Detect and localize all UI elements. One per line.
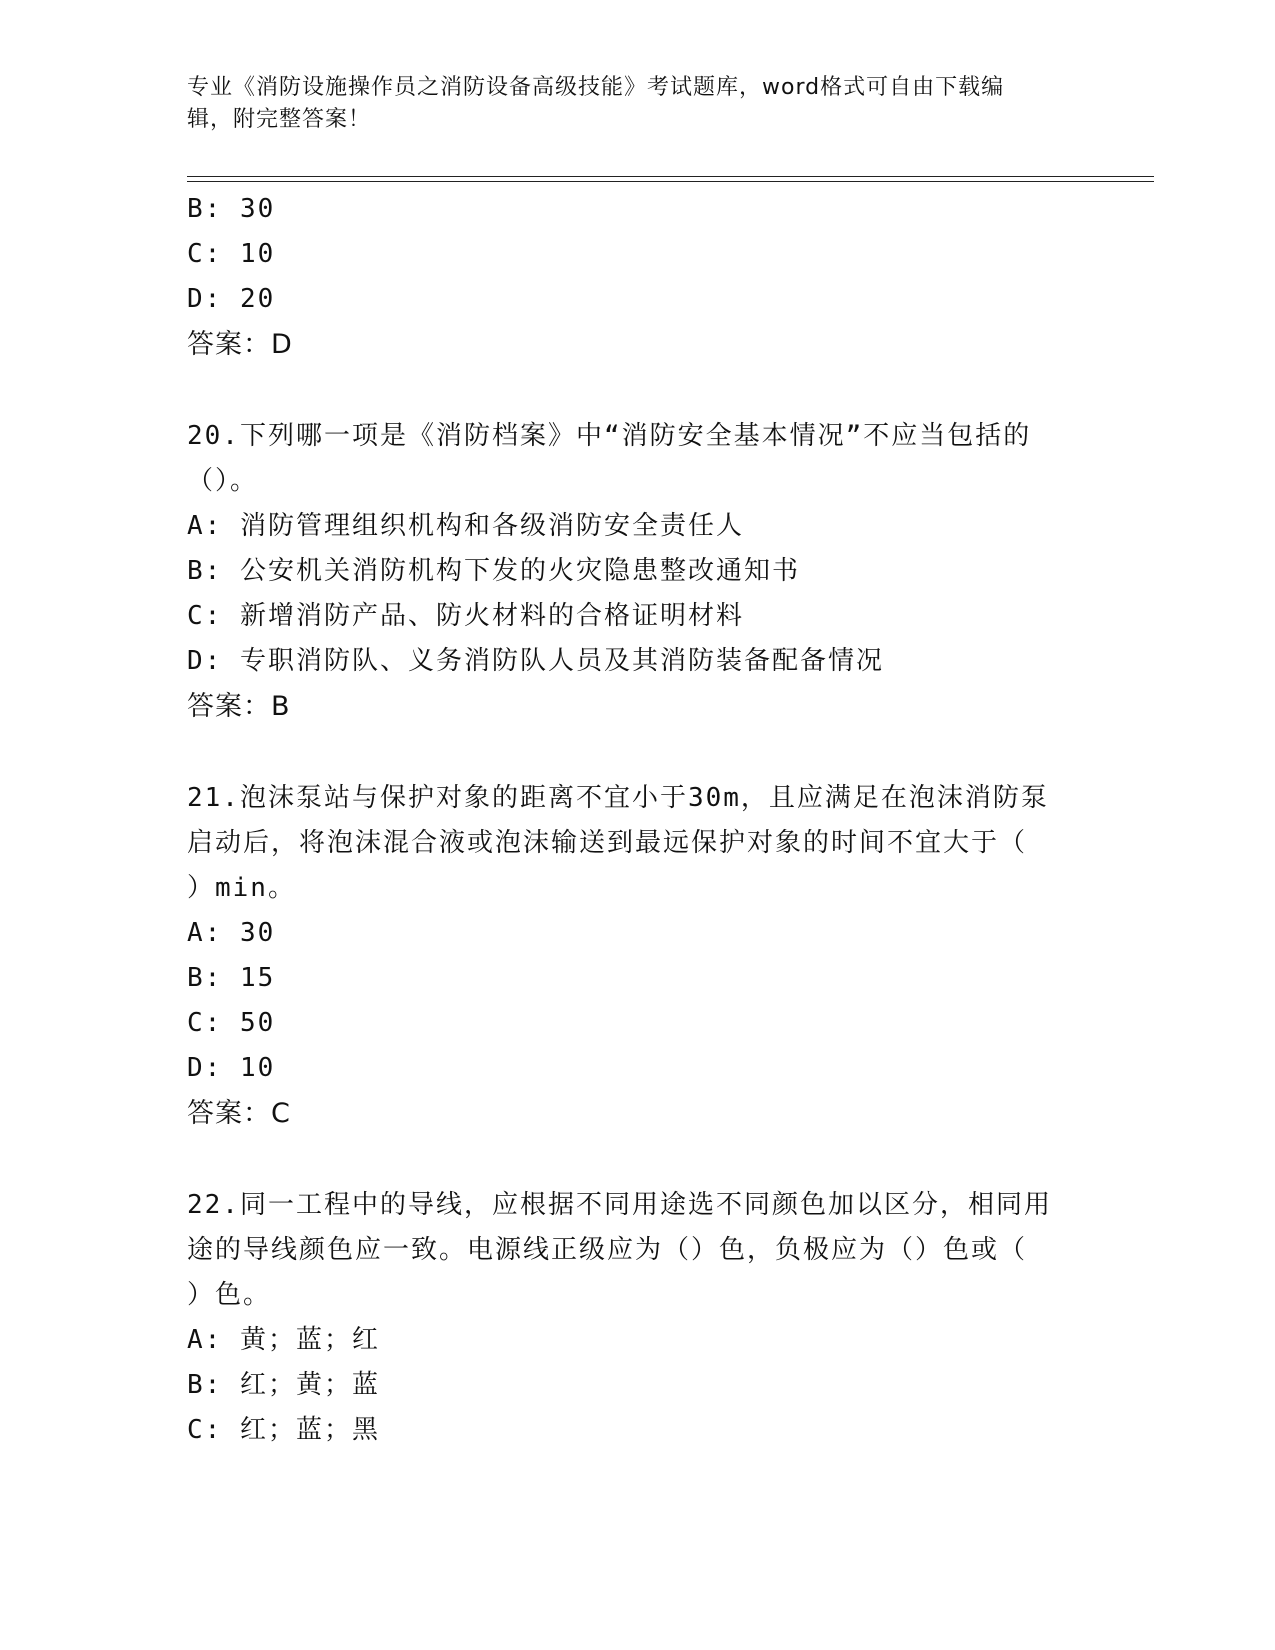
question-stem-line: （）。 [187,466,259,496]
option: A: 30 [187,918,276,948]
option: C: 红；蓝；黑 [187,1415,380,1445]
option: A: 消防管理组织机构和各级消防安全责任人 [187,511,744,541]
header-rule-bottom [187,181,1154,182]
document-header [187,72,1067,136]
spacer [187,1137,1067,1183]
option: B: 30 [187,194,276,224]
option: B: 红；黄；蓝 [187,1370,380,1400]
question-stem-line: ）色。 [187,1280,272,1310]
header-rule-top [187,176,1154,177]
answer-line: 答案：B [187,691,291,722]
header-line-2: 辑，附完整答案！ [187,107,372,132]
question-stem-line: 21.泡沫泵站与保护对象的距离不宜小于30m，且应满足在泡沫消防泵 [187,783,1049,813]
document-body [187,187,1067,1453]
option: C: 50 [187,1008,276,1038]
prev-question [187,187,1067,368]
question-stem-line: 启动后，将泡沫混合液或泡沫输送到最远保护对象的时间不宜大于（ [187,828,1028,858]
answer-line: 答案：C [187,1098,291,1129]
question-21 [187,776,1067,1137]
option: B: 公安机关消防机构下发的火灾隐患整改通知书 [187,556,800,586]
option: D: 20 [187,284,276,314]
spacer [187,730,1067,776]
header-line-1: 专业《消防设施操作员之消防设备高级技能》考试题库，word格式可自由下载编 [187,75,1005,100]
spacer [187,368,1067,414]
option: A: 黄；蓝；红 [187,1325,380,1355]
question-stem-line: 22.同一工程中的导线，应根据不同用途选不同颜色加以区分，相同用 [187,1190,1052,1220]
question-stem-line: ）min。 [187,873,296,903]
option: C: 新增消防产品、防火材料的合格证明材料 [187,601,744,631]
option: D: 10 [187,1053,276,1083]
option: C: 10 [187,239,276,269]
question-22 [187,1183,1067,1453]
answer-line: 答案：D [187,329,293,360]
question-stem-line: 途的导线颜色应一致。电源线正级应为（）色，负极应为（）色或（ [187,1235,1028,1265]
question-stem-line: 20.下列哪一项是《消防档案》中“消防安全基本情况”不应当包括的 [187,421,1032,451]
option: D: 专职消防队、义务消防队人员及其消防装备配备情况 [187,646,884,676]
question-20 [187,414,1067,730]
option: B: 15 [187,963,276,993]
